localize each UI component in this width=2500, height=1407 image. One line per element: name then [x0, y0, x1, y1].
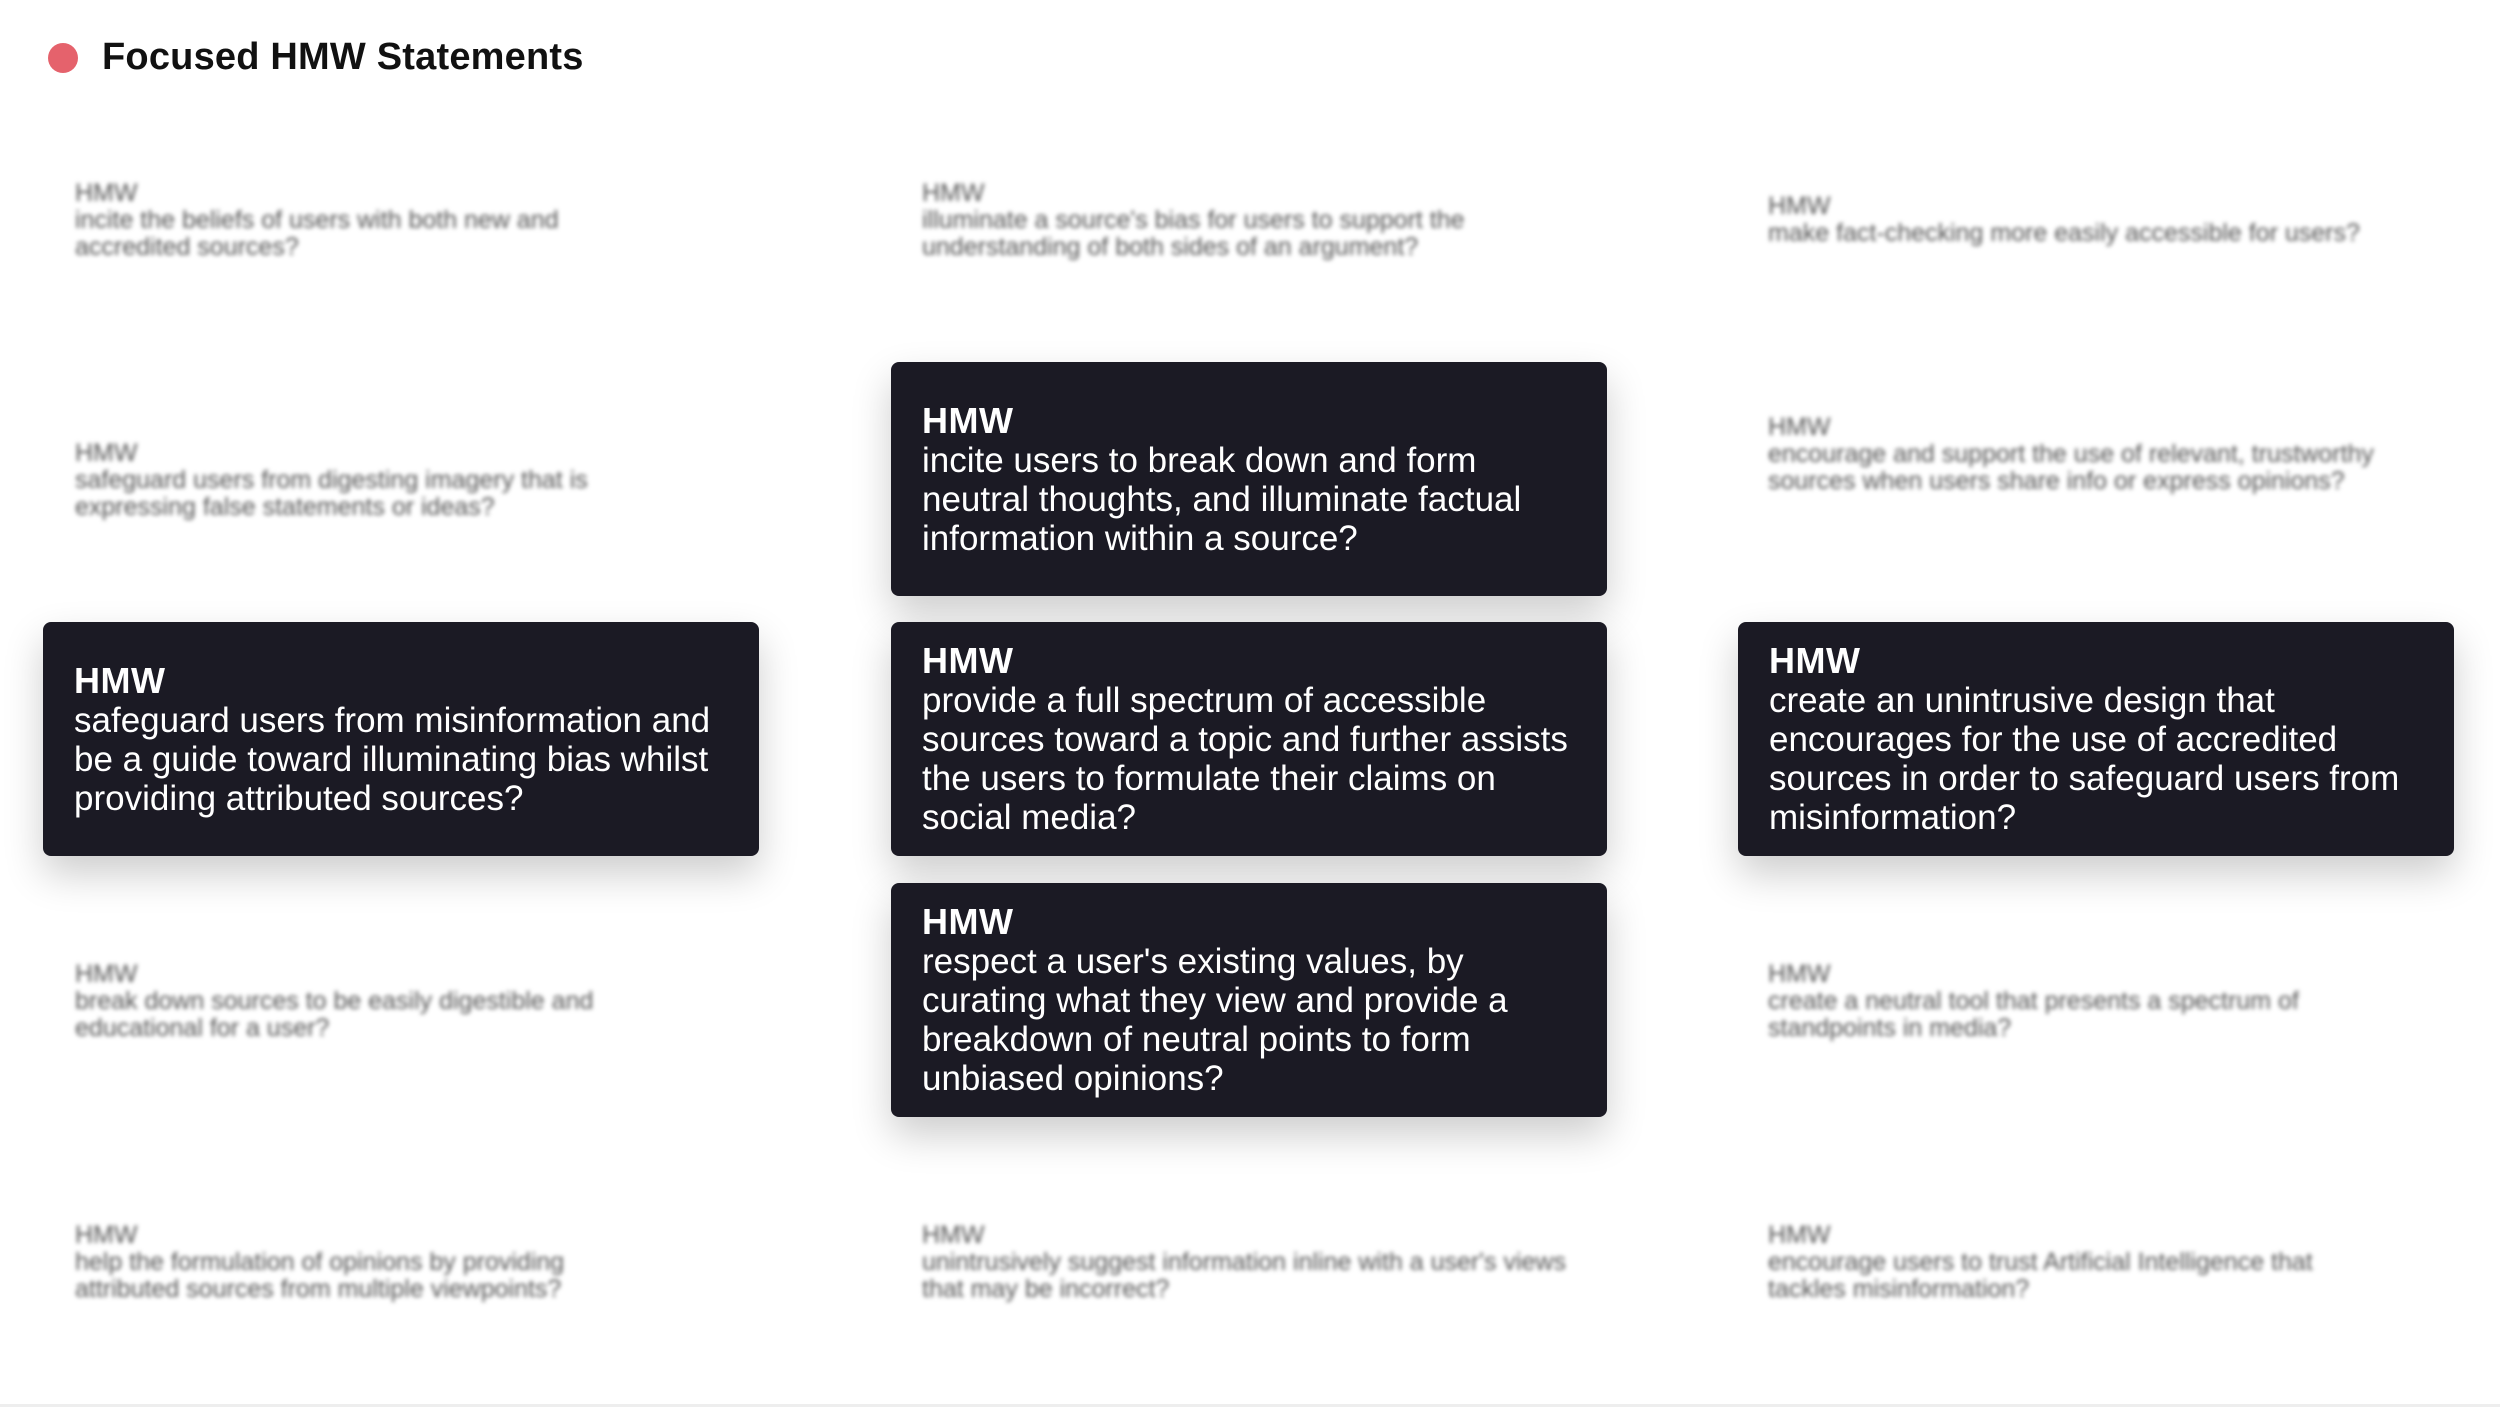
- blurred-note: [75, 1222, 765, 1303]
- note-text: make fact-checking more easily accessible for users?: [1768, 219, 2360, 247]
- note-text: help the formulation of opinions by providing attributed sources from multiple viewpoints?: [75, 1248, 565, 1303]
- focused-hmw-card: [1738, 622, 2454, 856]
- note-label: HMW: [75, 439, 138, 467]
- focused-hmw-card: [891, 622, 1607, 856]
- focused-hmw-card: [43, 622, 759, 856]
- note-text: illuminate a source's bias for users to support the understanding of both sides of an argument?: [922, 206, 1465, 261]
- card-text: respect a user's existing values, by curating what they view and provide a breakdown of neutral points to form unbiased opinions?: [922, 942, 1508, 1098]
- card-text: create an unintrusive design that encourages for the use of accredited sources in order to safeguard users from misinformation?: [1769, 681, 2400, 837]
- card-label: HMW: [1769, 640, 1861, 681]
- page-title: Focused HMW Statements: [102, 36, 584, 78]
- note-label: HMW: [1768, 413, 1831, 441]
- note-label: HMW: [1768, 192, 1831, 220]
- note-text: create a neutral tool that presents a spectrum of standpoints in media?: [1768, 987, 2299, 1042]
- blurred-note: [922, 180, 1612, 261]
- note-label: HMW: [75, 960, 138, 988]
- note-text: encourage users to trust Artificial Intelligence that tackles misinformation?: [1768, 1248, 2313, 1303]
- note-label: HMW: [1768, 960, 1831, 988]
- page-header: [48, 36, 584, 79]
- note-text: safeguard users from digesting imagery that is expressing false statements or ideas?: [75, 466, 588, 521]
- blurred-note: [922, 1222, 1612, 1303]
- card-text: incite users to break down and form neutral thoughts, and illuminate factual information within a source?: [922, 440, 1522, 558]
- blurred-note: [75, 180, 765, 261]
- blurred-note: [1768, 414, 2458, 495]
- note-label: HMW: [922, 1221, 985, 1249]
- card-label: HMW: [74, 659, 166, 701]
- blurred-note: [75, 440, 765, 521]
- card-label: HMW: [922, 399, 1014, 441]
- blurred-note: [1768, 1222, 2458, 1303]
- focused-hmw-card: [891, 362, 1607, 596]
- focused-hmw-card: [891, 883, 1607, 1117]
- accent-dot-icon: [48, 43, 78, 73]
- note-label: HMW: [1768, 1221, 1831, 1249]
- blurred-note: [1768, 193, 2458, 247]
- card-label: HMW: [922, 901, 1014, 942]
- card-label: HMW: [922, 640, 1014, 681]
- note-text: incite the beliefs of users with both new and accredited sources?: [75, 206, 559, 261]
- card-text: safeguard users from misinformation and be a guide toward illuminating bias whilst providing attributed sources?: [74, 700, 711, 818]
- note-label: HMW: [922, 179, 985, 207]
- note-label: HMW: [75, 1221, 138, 1249]
- note-text: break down sources to be easily digestible and educational for a user?: [75, 987, 594, 1042]
- note-text: encourage and support the use of relevant, trustworthy sources when users share info or express opinions?: [1768, 440, 2374, 495]
- note-text: unintrusively suggest information inline with a user's views that may be incorrect?: [922, 1248, 1566, 1303]
- card-text: provide a full spectrum of accessible sources toward a topic and further assists the users to formulate their claims on social media?: [922, 681, 1568, 837]
- blurred-note: [1768, 961, 2458, 1042]
- note-label: HMW: [75, 179, 138, 207]
- blurred-note: [75, 961, 765, 1042]
